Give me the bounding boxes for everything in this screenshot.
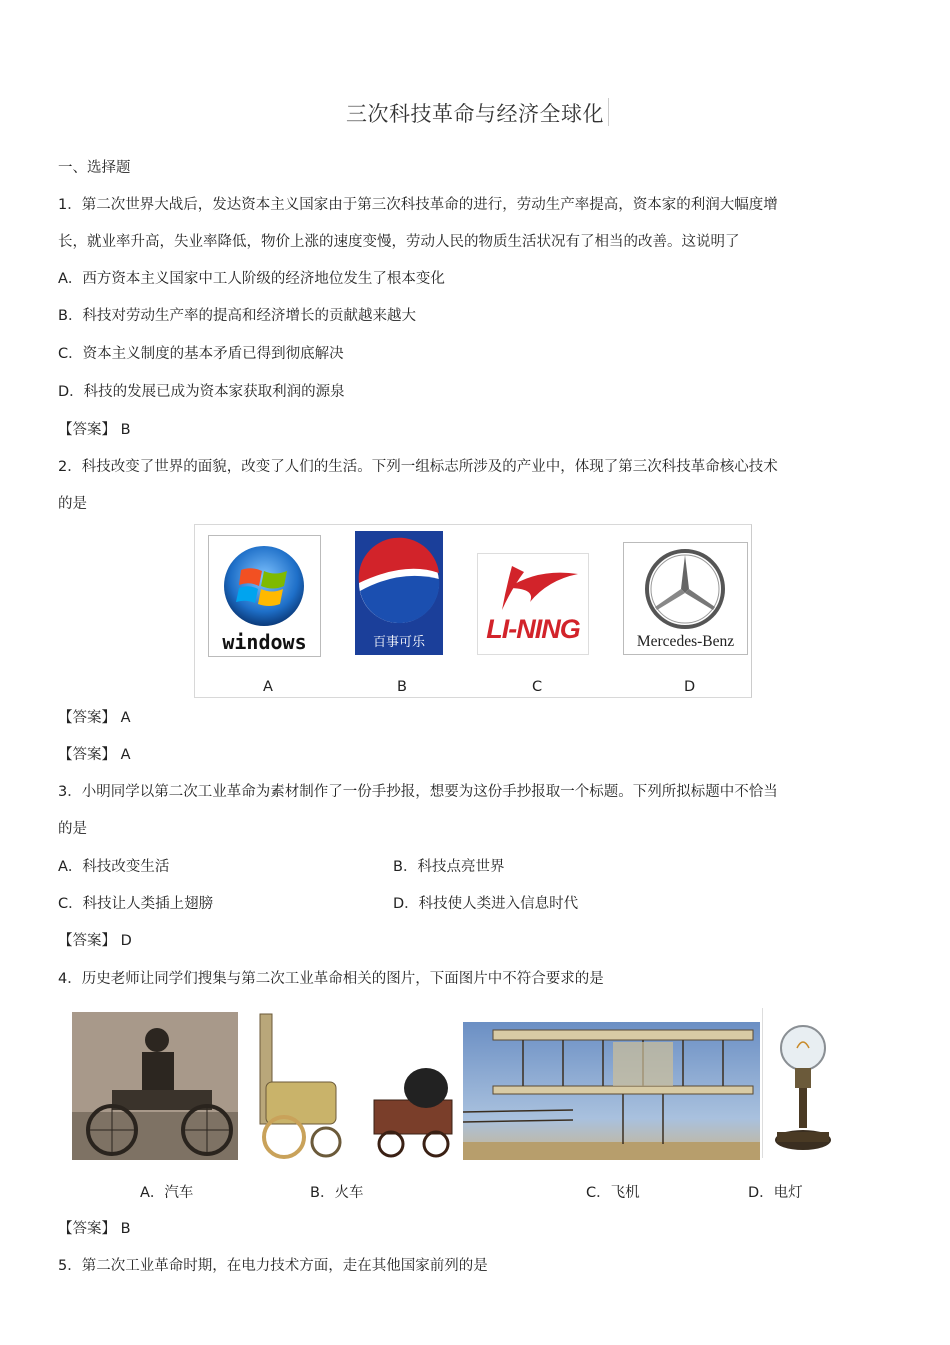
q2-answer-1: 【答案】 A	[58, 710, 131, 726]
page-title: 三次科技革命与经济全球化	[346, 102, 604, 126]
q5-stem: 5．第二次工业革命时期，在电力技术方面，走在其他国家前列的是	[58, 1258, 488, 1274]
q3-stem-line1: 3．小明同学以第二次工业革命为素材制作了一份手抄报，想要为这份手抄报取一个标题。下列所拟标题中不恰当	[58, 784, 778, 800]
q1-option-a: A．西方资本主义国家中工人阶级的经济地位发生了根本变化	[58, 271, 445, 287]
section-heading: 一、选择题	[58, 160, 131, 176]
q1-stem-line1: 1．第二次世界大战后，发达资本主义国家由于第三次科技革命的进行，劳动生产率提高，资本家的利润大幅度增	[58, 197, 778, 213]
pepsi-wordmark: 百事可乐	[372, 635, 425, 650]
lightbulb-photo	[762, 1008, 841, 1158]
logo-label-d: D	[684, 679, 696, 695]
q1-option-d: D．科技的发展已成为资本家获取利润的源泉	[58, 384, 345, 400]
q4-caption-d: D．电灯	[748, 1185, 803, 1201]
mercedes-star-icon	[624, 545, 747, 631]
logo-label-a: A	[263, 679, 273, 695]
lining-wordmark: LI-NING	[486, 614, 580, 644]
q3-option-a: A．科技改变生活	[58, 859, 170, 875]
mercedes-wordmark: Mercedes-Benz	[636, 633, 735, 650]
logo-figure	[194, 524, 752, 698]
q3-option-b: B．科技点亮世界	[393, 859, 505, 875]
q4-caption-c: C．飞机	[586, 1185, 640, 1201]
airplane-photo	[463, 1022, 760, 1160]
lining-swoosh-icon	[478, 558, 588, 618]
pepsi-logo	[355, 531, 443, 655]
car-illustration-icon	[72, 1012, 238, 1160]
q1-option-c: C．资本主义制度的基本矛盾已得到彻底解决	[58, 346, 344, 362]
train-photo	[246, 1012, 456, 1162]
q2-stem-line2: 的是	[58, 496, 87, 512]
windows-flag-icon	[209, 540, 320, 632]
q1-stem-line2: 长，就业率升高，失业率降低，物价上涨的速度变慢，劳动人民的物质生活状况有了相当的改善。这说明了	[58, 234, 740, 250]
mercedes-logo	[623, 542, 748, 655]
q3-answer: 【答案】 D	[58, 933, 132, 949]
windows-wordmark: windows	[222, 630, 307, 654]
q2-answer-2: 【答案】 A	[58, 747, 131, 763]
train-illustration-icon	[246, 1012, 456, 1162]
q3-option-c: C．科技让人类插上翅膀	[58, 896, 214, 912]
car-photo	[72, 1012, 238, 1160]
lightbulb-illustration-icon	[763, 1008, 841, 1158]
q4-caption-b: B．火车	[310, 1185, 364, 1201]
q4-answer: 【答案】 B	[58, 1221, 131, 1237]
title-divider	[608, 98, 609, 126]
lining-logo	[477, 553, 589, 655]
logo-label-b: B	[397, 679, 407, 695]
q3-option-d: D．科技使人类进入信息时代	[393, 896, 579, 912]
windows-logo	[208, 535, 321, 657]
q4-caption-a: A．汽车	[140, 1185, 194, 1201]
q1-option-b: B．科技对劳动生产率的提高和经济增长的贡献越来越大	[58, 308, 416, 324]
q1-answer: 【答案】 B	[58, 422, 131, 438]
q3-stem-line2: 的是	[58, 821, 87, 837]
logo-label-c: C	[532, 679, 543, 695]
q2-stem-line1: 2．科技改变了世界的面貌，改变了人们的生活。下列一组标志所涉及的产业中，体现了第三次科技革命核心技术	[58, 459, 778, 475]
q4-stem: 4．历史老师让同学们搜集与第二次工业革命相关的图片，下面图片中不符合要求的是	[58, 971, 604, 987]
pepsi-globe-icon	[355, 533, 443, 631]
airplane-illustration-icon	[463, 1022, 760, 1160]
